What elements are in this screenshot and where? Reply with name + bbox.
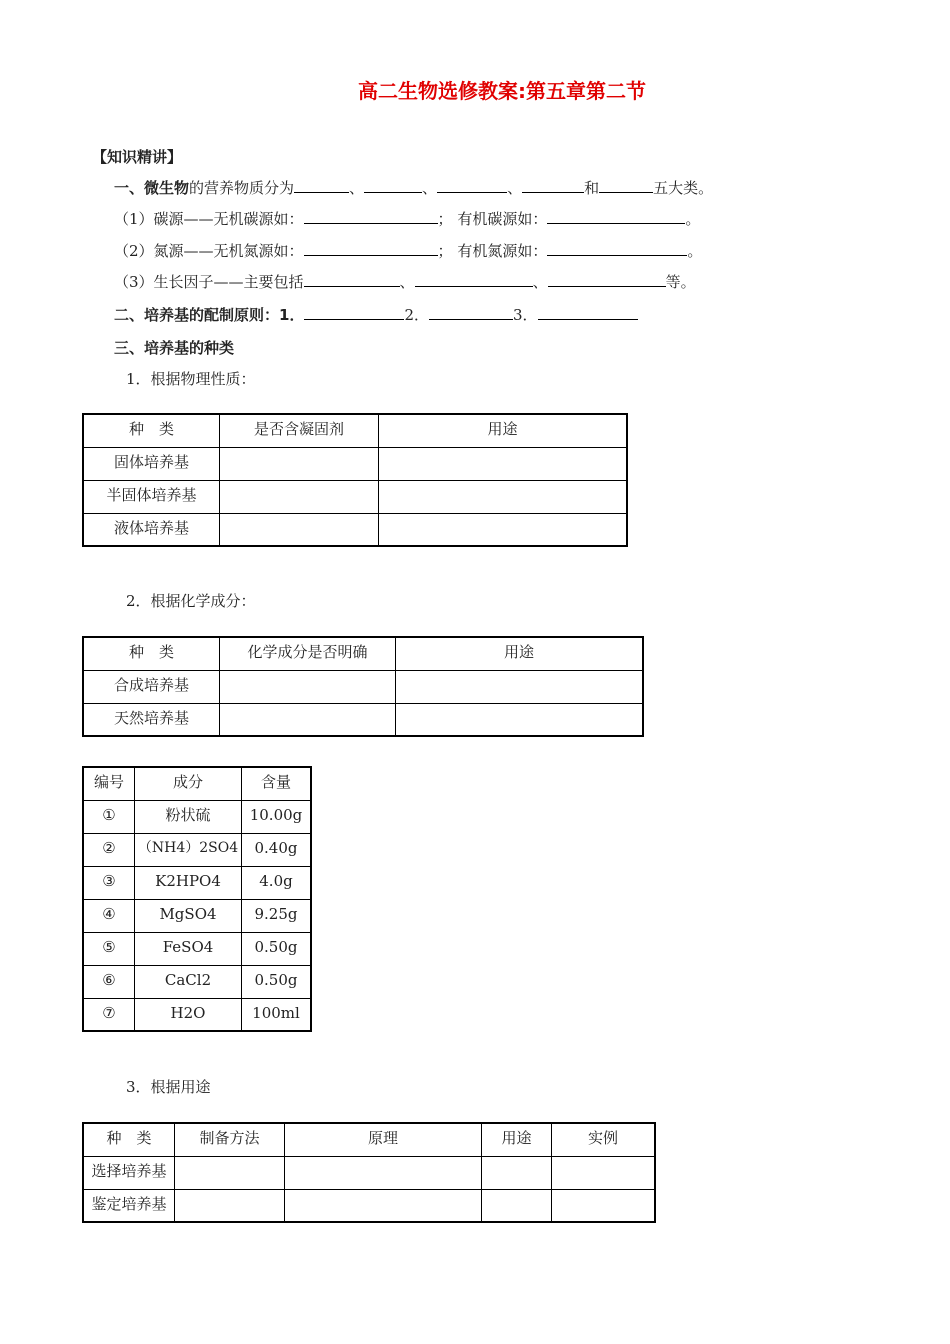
item-component: 粉状硫 — [135, 800, 242, 833]
empty-cell[interactable] — [552, 1189, 656, 1222]
purpose-table — [82, 1122, 656, 1223]
separator: 、 — [532, 273, 548, 291]
blank-field[interactable] — [304, 241, 438, 256]
header-cell: 化学成分是否明确 — [220, 637, 396, 670]
blank-field[interactable] — [304, 209, 438, 224]
row-label: 选择培养基 — [83, 1156, 175, 1189]
blank-field[interactable] — [304, 305, 404, 320]
blank-field[interactable] — [364, 178, 422, 193]
separator: 、 — [507, 179, 523, 197]
header-cell: 是否含凝固剂 — [220, 414, 379, 447]
item-amount: 9.25g — [242, 899, 312, 932]
carbon-mid: ； 有机碳源如： — [437, 210, 548, 228]
item-component: K2HPO4 — [135, 866, 242, 899]
header-cell: 种 类 — [83, 637, 220, 670]
blank-field[interactable] — [294, 178, 349, 193]
blank-field[interactable] — [437, 178, 507, 193]
header-cell: 用途 — [396, 637, 644, 670]
number-2: 2． — [404, 306, 429, 324]
blank-field[interactable] — [429, 305, 513, 320]
empty-cell[interactable] — [220, 703, 396, 736]
item-number: ⑤ — [83, 932, 135, 965]
header-cell: 制备方法 — [175, 1123, 285, 1156]
subheading-purpose: 3．根据用途 — [126, 1078, 211, 1096]
row-label: 半固体培养基 — [83, 480, 220, 513]
item-amount: 100ml — [242, 998, 312, 1031]
item-number: ② — [83, 833, 135, 866]
nutrients-text: 的营养物质分为 — [189, 179, 295, 197]
blank-field[interactable] — [522, 178, 584, 193]
empty-cell[interactable] — [175, 1156, 285, 1189]
empty-cell[interactable] — [379, 513, 628, 546]
separator: 、 — [349, 179, 365, 197]
empty-cell[interactable] — [220, 480, 379, 513]
growth-end: 等。 — [665, 273, 696, 291]
empty-cell[interactable] — [285, 1156, 482, 1189]
header-cell: 种 类 — [83, 414, 220, 447]
empty-cell[interactable] — [396, 703, 644, 736]
item-amount: 0.40g — [242, 833, 312, 866]
carbon-end: 。 — [685, 210, 701, 228]
chemical-composition-table — [82, 636, 644, 737]
row-label: 合成培养基 — [83, 670, 220, 703]
item-amount: 0.50g — [242, 932, 312, 965]
item-number: ① — [83, 800, 135, 833]
nutrients-prefix: 一、微生物 — [114, 179, 190, 197]
header-cell: 含量 — [242, 767, 312, 800]
empty-cell[interactable] — [396, 670, 644, 703]
nitrogen-mid: ； 有机氮源如： — [437, 242, 548, 260]
blank-field[interactable] — [548, 272, 666, 287]
physical-property-table — [82, 413, 628, 547]
empty-cell[interactable] — [175, 1189, 285, 1222]
blank-field[interactable] — [599, 178, 653, 193]
number-3: 3． — [513, 306, 538, 324]
row-label: 天然培养基 — [83, 703, 220, 736]
empty-cell[interactable] — [482, 1156, 552, 1189]
question-growth-factor — [114, 271, 696, 292]
header-cell: 用途 — [379, 414, 628, 447]
subheading-physical: 1．根据物理性质： — [126, 370, 256, 388]
empty-cell[interactable] — [552, 1156, 656, 1189]
separator: 、 — [399, 273, 415, 291]
empty-cell[interactable] — [285, 1189, 482, 1222]
blank-field[interactable] — [547, 209, 685, 224]
nutrients-suffix: 五大类。 — [653, 179, 714, 197]
header-cell: 成分 — [135, 767, 242, 800]
item-number: ③ — [83, 866, 135, 899]
page-title: 高二生物选修教案:第五章第二节 — [358, 79, 646, 103]
growth-text: （3）生长因子——主要包括 — [114, 273, 304, 291]
item-component: CaCl2 — [135, 965, 242, 998]
principles-text: 二、培养基的配制原则：1． — [114, 306, 305, 324]
item-component: （NH4）2SO4 — [135, 833, 242, 866]
item-number: ④ — [83, 899, 135, 932]
blank-field[interactable] — [547, 241, 687, 256]
composition-table — [82, 766, 312, 1032]
empty-cell[interactable] — [220, 447, 379, 480]
empty-cell[interactable] — [482, 1189, 552, 1222]
item-component: MgSO4 — [135, 899, 242, 932]
header-cell: 原理 — [285, 1123, 482, 1156]
header-cell: 种 类 — [83, 1123, 175, 1156]
and-text: 和 — [584, 179, 600, 197]
medium-types-heading: 三、培养基的种类 — [114, 339, 235, 357]
empty-cell[interactable] — [220, 670, 396, 703]
item-number: ⑦ — [83, 998, 135, 1031]
row-label: 固体培养基 — [83, 447, 220, 480]
blank-field[interactable] — [538, 305, 638, 320]
nitrogen-text: （2）氮源——无机氮源如： — [114, 242, 304, 260]
blank-field[interactable] — [304, 272, 400, 287]
empty-cell[interactable] — [220, 513, 379, 546]
empty-cell[interactable] — [379, 480, 628, 513]
row-label: 鉴定培养基 — [83, 1189, 175, 1222]
section-heading: 【知识精讲】 — [92, 148, 183, 166]
blank-field[interactable] — [415, 272, 533, 287]
header-cell: 用途 — [482, 1123, 552, 1156]
item-amount: 4.0g — [242, 866, 312, 899]
item-number: ⑥ — [83, 965, 135, 998]
item-component: FeSO4 — [135, 932, 242, 965]
item-amount: 10.00g — [242, 800, 312, 833]
carbon-text: （1）碳源——无机碳源如： — [114, 210, 304, 228]
separator: 、 — [422, 179, 438, 197]
row-label: 液体培养基 — [83, 513, 220, 546]
subheading-chemical: 2．根据化学成分： — [126, 592, 256, 610]
header-cell: 编号 — [83, 767, 135, 800]
nitrogen-end: 。 — [687, 242, 703, 260]
header-cell: 实例 — [552, 1123, 656, 1156]
question-nitrogen — [114, 240, 702, 261]
question-nutrients — [114, 177, 713, 198]
question-carbon — [114, 208, 700, 229]
item-component: H2O — [135, 998, 242, 1031]
question-principles — [114, 304, 638, 325]
item-amount: 0.50g — [242, 965, 312, 998]
empty-cell[interactable] — [379, 447, 628, 480]
